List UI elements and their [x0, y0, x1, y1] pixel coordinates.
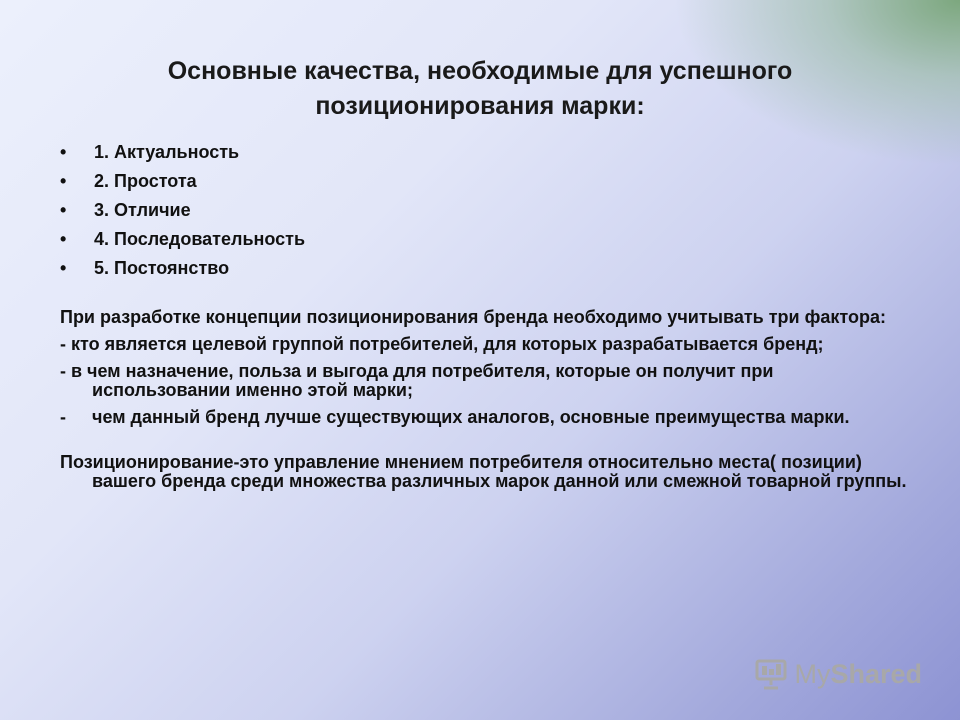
intro-paragraph: При разработке концепции позиционирования бренда необходимо учитывать три фактора:	[60, 307, 886, 327]
list-item	[60, 225, 305, 254]
list-item-text: 2. Простота	[94, 171, 197, 191]
slide-title	[40, 54, 920, 124]
title-line-1: Основные качества, необходимые для успешного	[167, 57, 793, 85]
list-item	[60, 254, 305, 283]
bullet-glyph: •	[60, 258, 67, 278]
qualities-list	[60, 138, 305, 283]
dash-glyph: -	[60, 407, 66, 427]
watermark-my: My	[794, 658, 831, 689]
bullet-glyph: •	[60, 229, 67, 249]
bullet-glyph: •	[60, 142, 67, 162]
list-item-text: 4. Последовательность	[94, 229, 306, 249]
factor-paragraph-3	[60, 408, 910, 427]
bullet-glyph: •	[60, 171, 67, 191]
myshared-watermark	[754, 656, 922, 692]
definition-paragraph: Позиционирование-это управление мнением потребителя относительно места( позиции) вашего бренда среди множества различных марок данной или смежной товарной группы.	[60, 452, 907, 491]
list-item	[60, 196, 305, 225]
factor-paragraph-2: - в чем назначение, польза и выгода для потребителя, которые он получит при использовании именно этой марки;	[60, 361, 774, 400]
title-line-2: позиционирования марки:	[315, 92, 645, 120]
list-item	[60, 138, 305, 167]
factor-paragraph-3-text: чем данный бренд лучше существующих аналогов, основные преимущества марки.	[92, 407, 850, 427]
watermark-shared: Shared	[830, 658, 922, 689]
list-item-text: 5. Постоянство	[94, 258, 230, 278]
list-item	[60, 167, 305, 196]
list-item-text: 3. Отличие	[94, 200, 191, 220]
body-text	[60, 308, 910, 499]
bullet-glyph: •	[60, 200, 67, 220]
list-item-text: 1. Актуальность	[94, 142, 240, 162]
presentation-board-icon	[754, 658, 788, 690]
factor-paragraph-1: - кто является целевой группой потребителей, для которых разрабатывается бренд;	[60, 334, 824, 354]
